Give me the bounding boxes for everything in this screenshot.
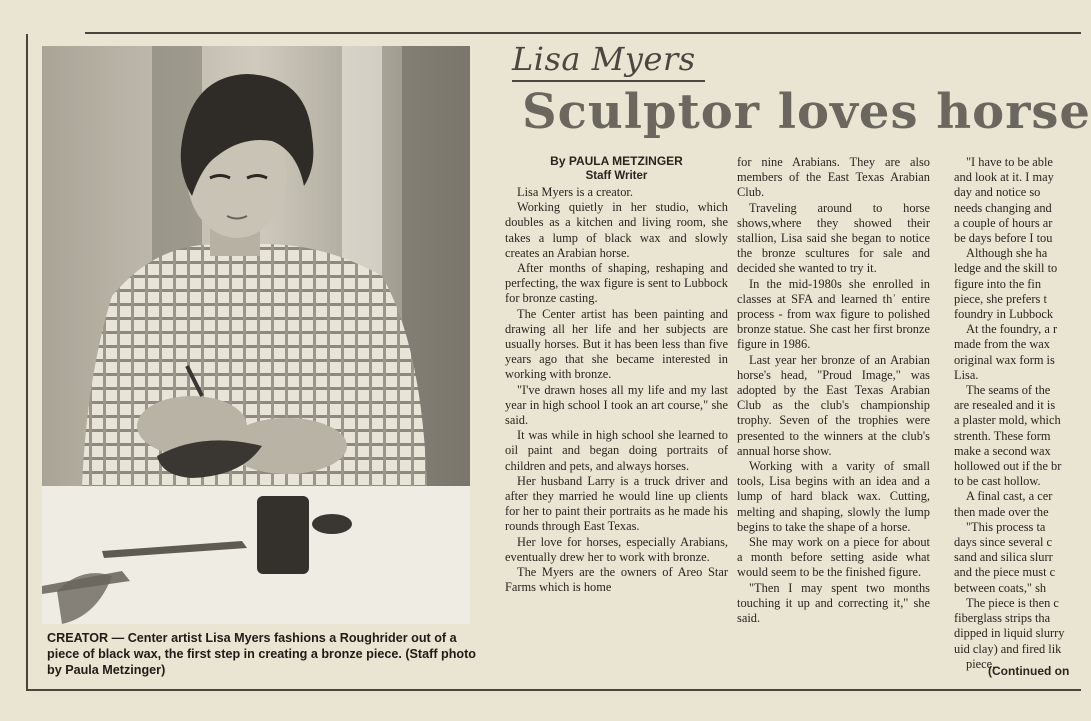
article-column-2 — [737, 155, 930, 626]
column-3-line: ledge and the skill to — [954, 261, 1058, 276]
column-3-line: are resealed and it is — [954, 398, 1056, 413]
photo-caption: CREATOR — Center artist Lisa Myers fashions a Roughrider out of a piece of black wax, the first step in creating a bronze piece. (Staff photo by Paula Metzinger) — [47, 631, 476, 677]
paragraph: It was while in high school she learned to oil paint and began doing portraits of children and pets, and always horses. — [505, 428, 728, 473]
column-3-line: a couple of hours ar — [954, 215, 1053, 230]
paragraph: In the mid-1980s she enrolled in classes at SFA and learned thʾ entire process - from wax figure to polished bronze statue. She cast her first bronze figure in 1986. — [737, 276, 930, 352]
paragraph: Her husband Larry is a truck driver and after they married he would line up clients for her to paint their portraits as he made his rounds through East Texas. — [505, 473, 728, 534]
column-3-line: between coats," sh — [954, 580, 1047, 595]
article-column-1 — [505, 155, 728, 595]
paragraph: She may work on a piece for about a month before setting aside what would seem to be the finished figure. — [737, 535, 930, 580]
column-3-line: days since several c — [954, 535, 1053, 550]
column-3-line: The seams of the — [966, 383, 1051, 398]
continued-note: (Continued on — [988, 664, 1070, 678]
column-3-line: day and notice so — [954, 185, 1041, 200]
column-3-line: be days before I tou — [954, 231, 1053, 246]
paragraph: "I've drawn hoses all my life and my last year in high school I took an art course," she said. — [505, 382, 728, 428]
paragraph: "Then I may spent two months touching it up and correcting it," she said. — [737, 580, 930, 626]
paragraph: Her love for horses, especially Arabians, eventually drew her to work with bronze. — [505, 534, 728, 564]
column-3-line: A final cast, a cer — [966, 489, 1053, 504]
column-3-line: then made over the — [954, 504, 1049, 519]
byline-role: Staff Writer — [585, 170, 648, 182]
column-3-line: Lisa. — [954, 367, 979, 382]
top-rule — [85, 32, 1081, 34]
column-3-line: strenth. These form — [954, 428, 1051, 443]
column-3-line: make a second wax — [954, 443, 1051, 458]
byline: By PAULA METZINGER — [550, 154, 683, 168]
bottom-rule — [26, 689, 1081, 691]
paragraph: Lisa Myers is a creator. — [517, 185, 633, 199]
column-3-line: needs changing and — [954, 200, 1052, 215]
column-3-line: foundry in Lubbock — [954, 307, 1054, 322]
paragraph: The Center artist has been painting and drawing all her life and her subjects are usually horses. But it has been less than five years ago that she became interested in working with bronze. — [505, 306, 728, 382]
staff-photo — [42, 46, 470, 624]
kicker-underline — [512, 80, 705, 82]
paragraph: After months of shaping, reshaping and perfecting, the wax figure is sent to Lubbock for bronze casting. — [505, 261, 728, 306]
column-3-line: to be cast hollow. — [954, 474, 1041, 489]
column-3-line: piece, she prefers t — [954, 291, 1047, 306]
column-3-line: The piece is then c — [966, 595, 1059, 610]
column-3-line: original wax form is — [954, 352, 1055, 367]
column-3-line: At the foundry, a r — [966, 322, 1058, 337]
column-3-line: dipped in liquid slurry — [954, 626, 1065, 641]
headline: Sculptor loves horse — [522, 84, 1091, 140]
paragraph: Last year her bronze of an Arabian horse's head, "Proud Image," was adopted by the East Texas Arabian Club as the club's championship trophy. Seven of the trophies were presented to the winners at the club's annual horse show. — [737, 352, 930, 458]
column-3-line: hollowed out if the br — [954, 459, 1062, 474]
column-3-line: fiberglass strips tha — [954, 611, 1051, 626]
column-3-line: sand and silica slurr — [954, 550, 1053, 565]
kicker-name: Lisa Myers — [512, 40, 696, 78]
paragraph: Working with a varity of small tools, Lisa begins with an idea and a lump of hard black wax. Cutting, melting and shaping, slowly the lump begins to take the shape of a horse. — [737, 459, 930, 534]
column-3-line: Although she ha — [966, 246, 1048, 261]
column-3-line: "This process ta — [966, 519, 1046, 534]
column-3-line: made from the wax — [954, 337, 1050, 352]
column-3-line: and look at it. I may — [954, 170, 1054, 185]
column-3-line: piece. — [966, 656, 996, 671]
column-3-line: figure into the fin — [954, 276, 1042, 291]
column-3-line: "I have to be able — [966, 155, 1053, 169]
column-3-line: and the piece must c — [954, 565, 1056, 580]
column-3-line: a plaster mold, which — [954, 413, 1061, 428]
column-3-line: uid clay) and fired lik — [954, 641, 1062, 656]
left-rule — [26, 34, 28, 690]
paragraph: Traveling around to horse shows,where they showed their stallion, Lisa said she began to notice the bronze scultures for sale and decided she wanted to try it. — [737, 200, 930, 276]
paragraph: Working quietly in her studio, which doubles as a kitchen and living room, she takes a lump of black wax and slowly creates an Arabian horse. — [505, 200, 728, 260]
paragraph: for nine Arabians. They are also members of the East Texas Arabian Club. — [737, 155, 930, 200]
paragraph: The Myers are the owners of Areo Star Farms which is home — [505, 565, 728, 595]
